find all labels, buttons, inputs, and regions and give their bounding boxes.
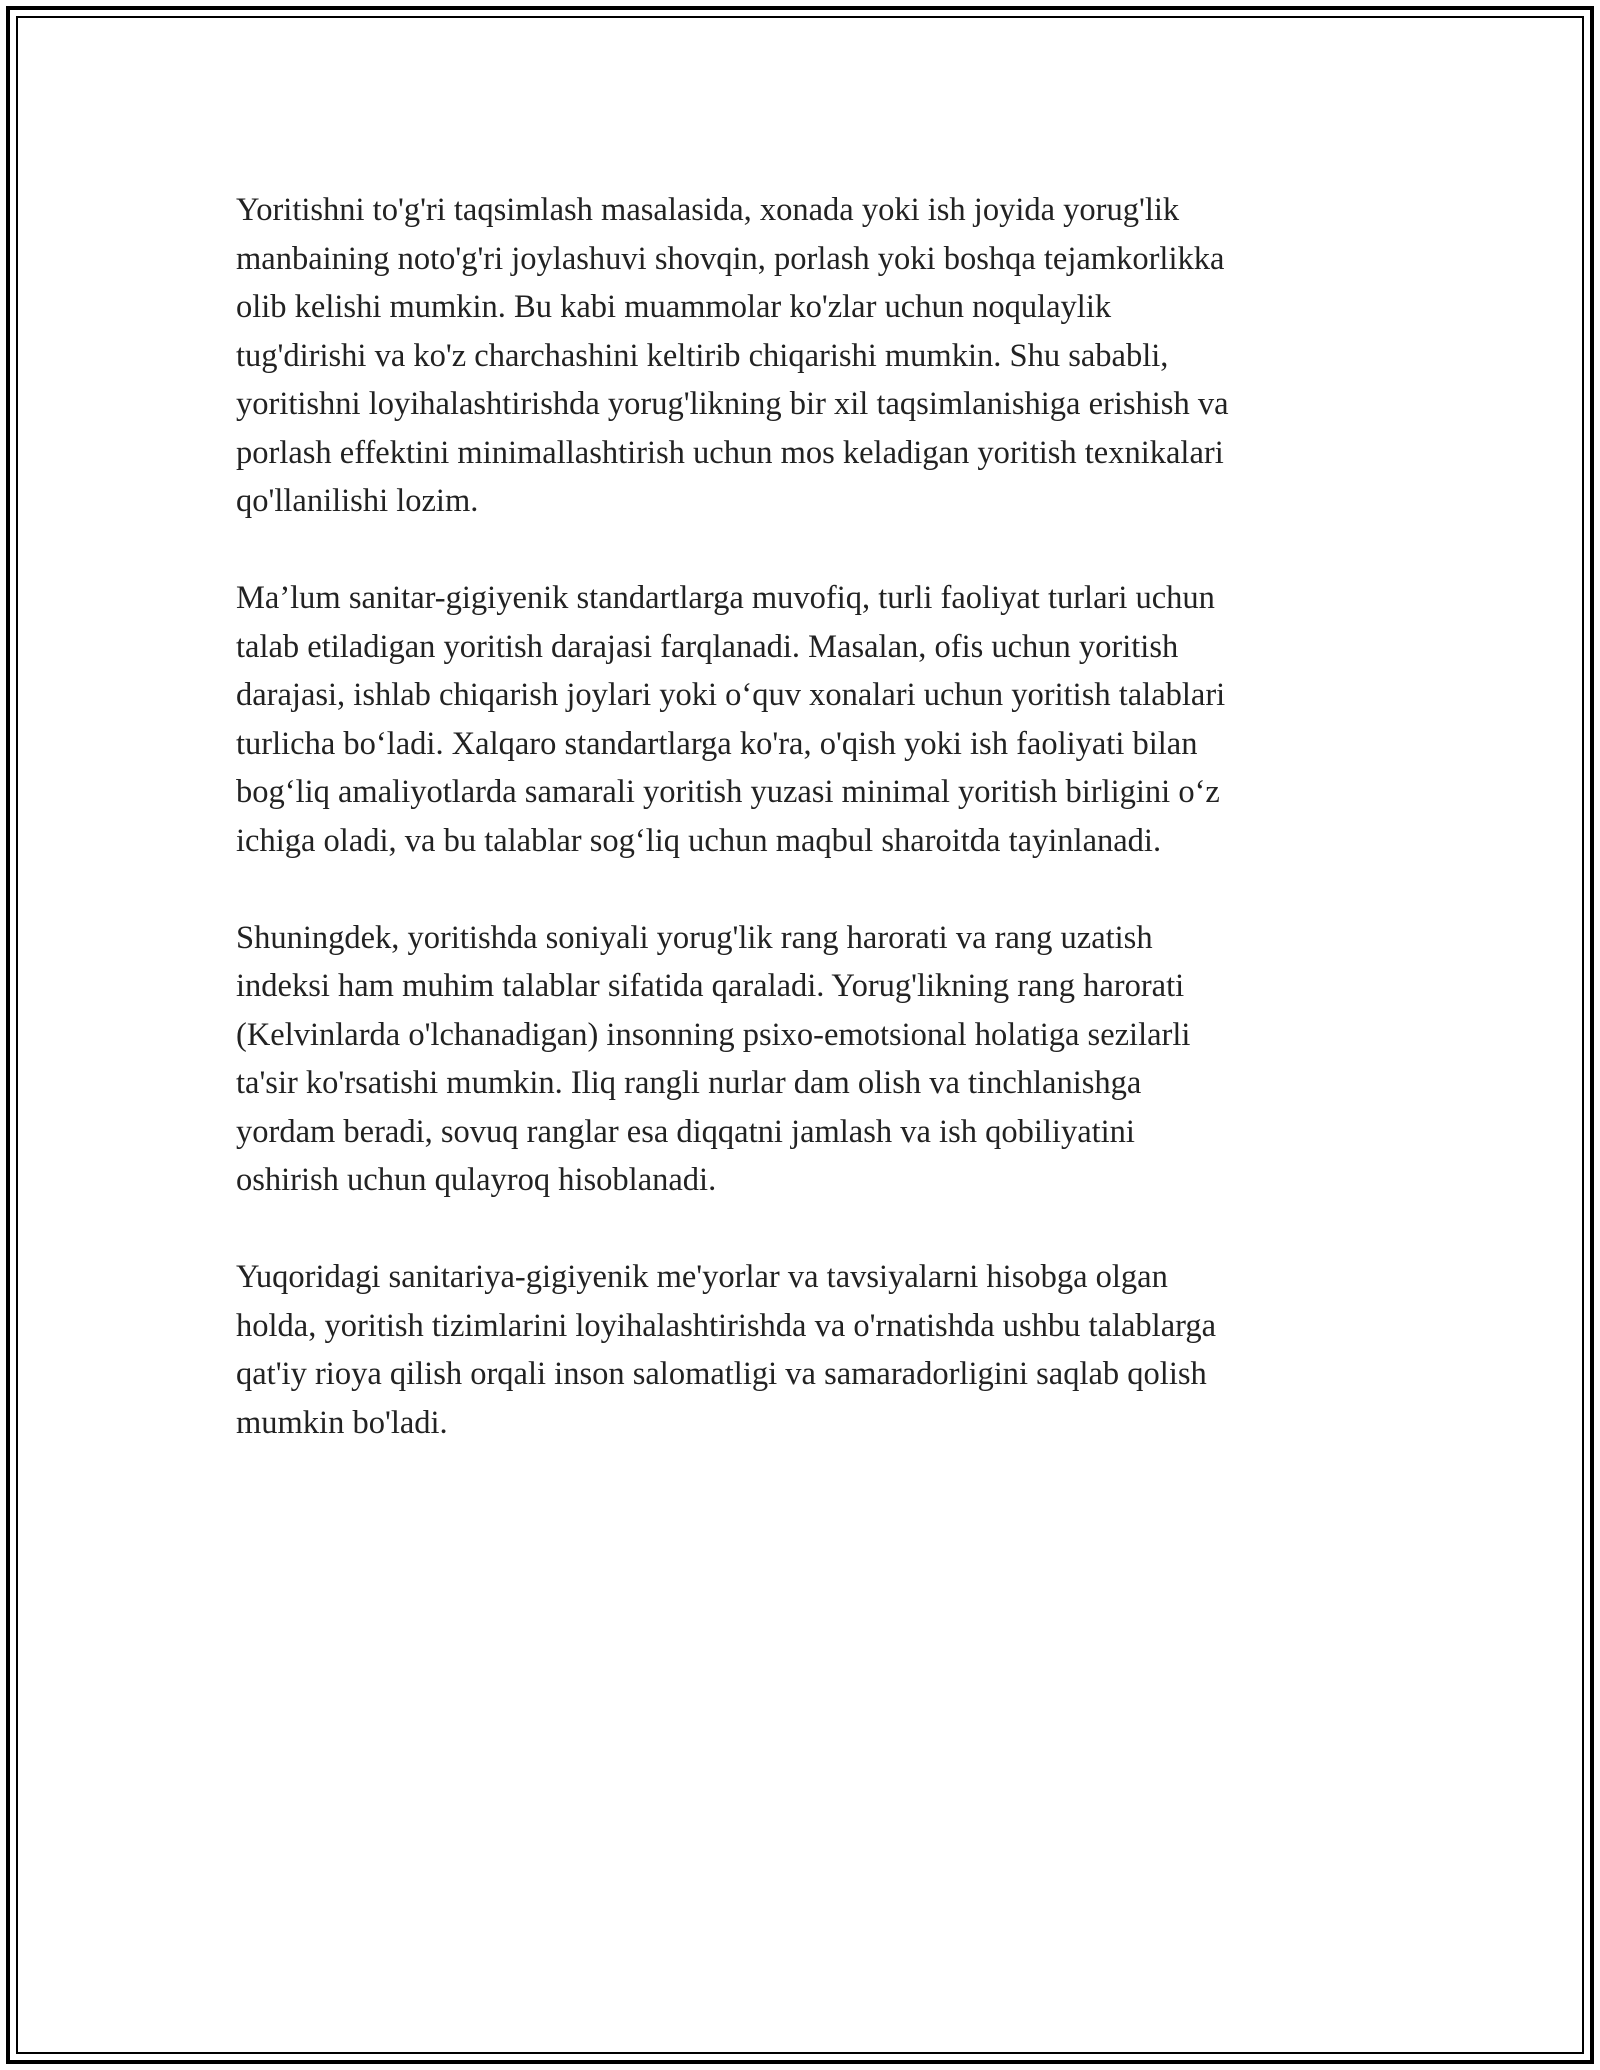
- text-line: (Kelvinlarda o'lchanadigan) insonning psixo-emotsional holatiga sezilarli: [236, 1016, 1191, 1053]
- text-line: qat'iy rioya qilish orqali inson salomatligi va samaradorligini saqlab qolish: [236, 1356, 1207, 1392]
- text-line: tug'dirishi va ko'z charchashini keltirib chiqarishi mumkin. Shu sababli,: [236, 337, 1169, 374]
- document-body: [236, 186, 1360, 1496]
- text-line: darajasi, ishlab chiqarish joylari yoki o‘quv xonalari uchun yoritish talablari: [236, 677, 1226, 713]
- text-line: Ma’lum sanitar-gigiyenik standartlarga muvofiq, turli faoliyat turlari uchun: [236, 580, 1215, 616]
- text-line: ichiga oladi, va bu talablar sog‘liq uchun maqbul sharoitda tayinlanadi.: [236, 822, 1162, 859]
- paragraph-3: [236, 914, 1360, 1205]
- text-line: oshirish uchun qulayroq hisoblanadi.: [236, 1162, 717, 1198]
- text-line: qo'llanilishi lozim.: [236, 483, 479, 519]
- text-line: ta'sir ko'rsatishi mumkin. Iliq rangli nurlar dam olish va tinchlanishga: [236, 1065, 1142, 1101]
- text-line: turlicha bo‘ladi. Xalqaro standartlarga ko'ra, o'qish yoki ish faoliyati bilan: [236, 725, 1198, 762]
- text-line: Shuningdek, yoritishda soniyali yorug'lik rang harorati va rang uzatish: [236, 919, 1153, 956]
- text-line: indeksi ham muhim talablar sifatida qaraladi. Yorug'likning rang harorati: [236, 968, 1185, 1004]
- paragraph-2: [236, 574, 1360, 865]
- paragraph-1: [236, 186, 1360, 526]
- text-line: manbaining noto'g'ri joylashuvi shovqin, porlash yoki boshqa tejamkorlikka: [236, 240, 1225, 277]
- text-line: Yoritishni to'g'ri taqsimlash masalasida, xonada yoki ish joyida yorug'lik: [236, 192, 1180, 228]
- text-line: talab etiladigan yoritish darajasi farqlanadi. Masalan, ofis uchun yoritish: [236, 628, 1179, 665]
- text-line: holda, yoritish tizimlarini loyihalashtirishda va o'rnatishda ushbu talablarga: [236, 1307, 1217, 1344]
- text-line: olib kelishi mumkin. Bu kabi muammolar ko'zlar uchun noqulaylik: [236, 289, 1112, 325]
- text-line: porlash effektini minimallashtirish uchun mos keladigan yoritish texnikalari: [236, 434, 1224, 471]
- text-line: yoritishni loyihalashtirishda yorug'likning bir xil taqsimlanishiga erishish va: [236, 386, 1229, 422]
- text-line: bog‘liq amaliyotlarda samarali yoritish yuzasi minimal yoritish birligini o‘z: [236, 774, 1220, 810]
- text-line: Yuqoridagi sanitariya-gigiyenik me'yorlar va tavsiyalarni hisobga olgan: [236, 1259, 1168, 1295]
- text-line: mumkin bo'ladi.: [236, 1404, 448, 1441]
- text-line: yordam beradi, sovuq ranglar esa diqqatni jamlash va ish qobiliyatini: [236, 1113, 1135, 1150]
- paragraph-4: [236, 1253, 1360, 1447]
